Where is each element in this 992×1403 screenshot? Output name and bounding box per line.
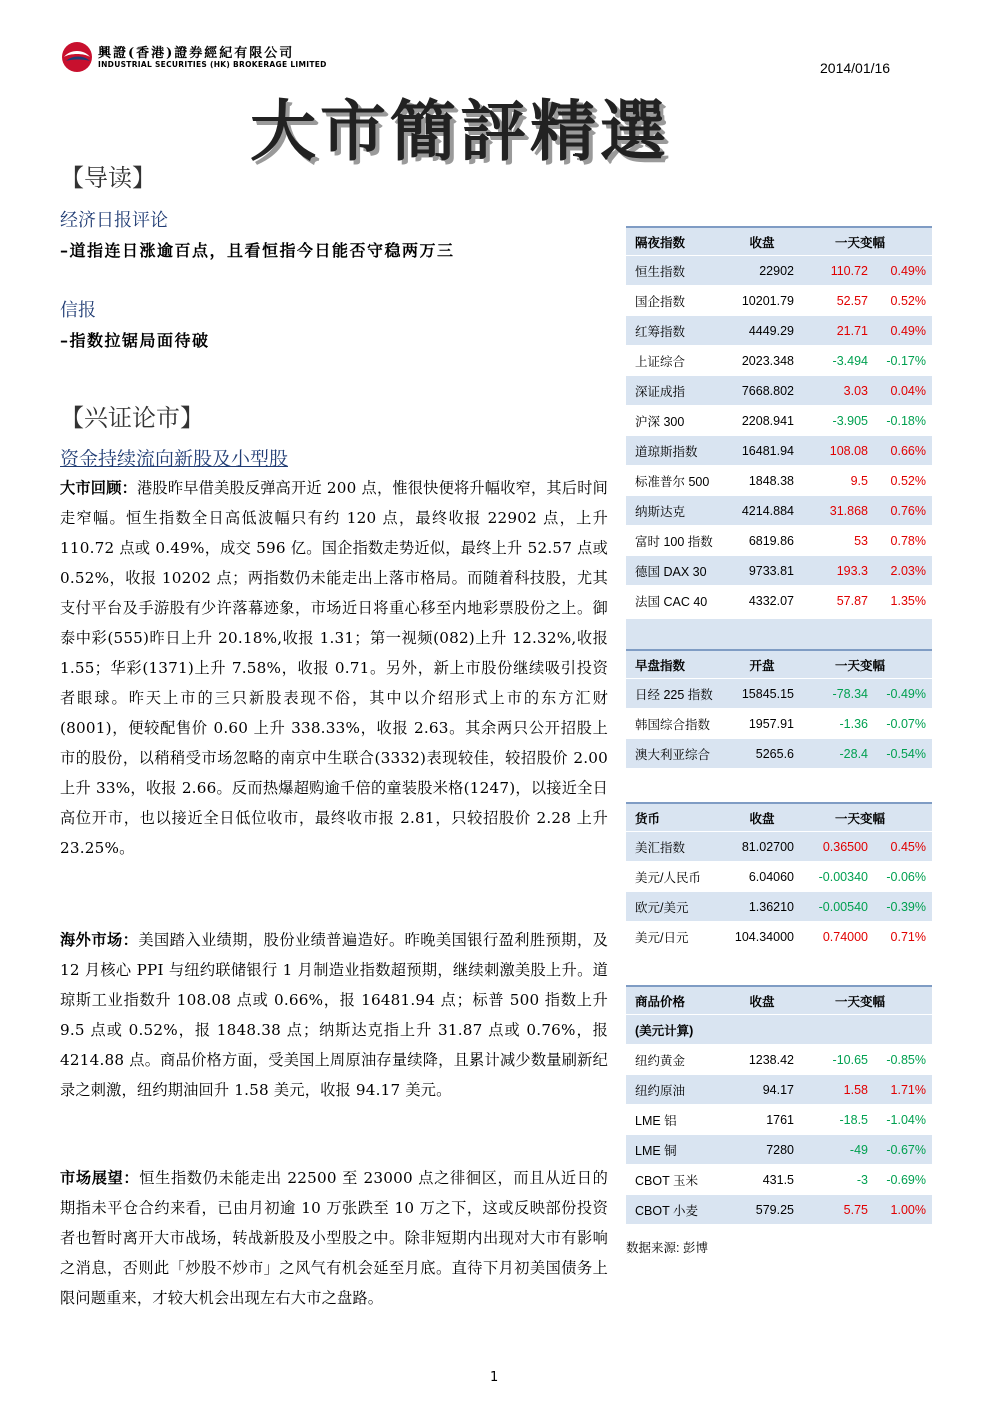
- header-cell: 一天变幅: [834, 658, 885, 673]
- row-change-pct: -0.67%: [886, 1142, 926, 1157]
- row-name: CBOT 小麦: [635, 1203, 698, 1218]
- table-header-row: [626, 802, 932, 832]
- table-row: [626, 286, 932, 316]
- outlook-paragraph: [60, 1163, 608, 1313]
- table-row: [626, 1045, 932, 1075]
- header-cell: 隔夜指数: [635, 235, 686, 250]
- row-change: 9.5: [850, 473, 868, 488]
- row-change-pct: 1.00%: [890, 1202, 926, 1217]
- row-close: 1848.38: [748, 473, 794, 488]
- subheader-cell: (美元计算): [635, 1023, 694, 1038]
- row-change: 57.87: [836, 593, 868, 608]
- row-change: -10.65: [832, 1052, 868, 1067]
- row-change: 193.3: [836, 563, 868, 578]
- row-change: 0.36500: [822, 839, 868, 854]
- row-close: 1761: [766, 1112, 794, 1127]
- paragraph-label: 大市回顾：: [60, 479, 138, 497]
- row-close: 6.04060: [748, 869, 794, 884]
- paragraph-text: 美国踏入业绩期，股份业绩普遍造好。昨晚美国银行盈利胜预期，及 12 月核心 PPI 与纽约联储银行 1 月制造业指数超预期，继续刺激美股上升。道琼斯工业指数升 108.08 点或 0.66%，报 16481.94 点；标普 500 指数上升 9.5 点或 0.52%，报 1848.38 点；纳斯达克指上升 31.87 点或 0.76%，报 4214.88 点。商品价格方面，受美国上周原油存量续降，且累计减少数量刷新纪录之刺激，纽约期油回升 1.58 美元，收报 94.17 美元。: [60, 931, 609, 1099]
- row-name: 标准普尔 500: [635, 474, 710, 489]
- row-close: 7668.802: [741, 383, 794, 398]
- table-header-row: [626, 226, 932, 256]
- row-close: 4332.07: [748, 593, 794, 608]
- table-row: [626, 256, 932, 286]
- market-review-paragraph: [60, 473, 608, 863]
- row-close: 81.02700: [741, 839, 794, 854]
- row-name: 美元/日元: [635, 930, 689, 945]
- row-change: 0.74000: [822, 929, 868, 944]
- table-subheader-row: [626, 1015, 932, 1045]
- row-close: 431.5: [762, 1172, 794, 1187]
- morning-index-table: [626, 649, 932, 769]
- guide-headline-1: –道指连日涨逾百点，且看恒指今日能否守稳两万三: [60, 241, 455, 260]
- row-name: 纽约黄金: [635, 1053, 686, 1068]
- row-close: 4214.884: [741, 503, 794, 518]
- paragraph-text: 恒生指数仍未能走出 22500 至 23000 点之徘徊区，而且从近日的期指未平仓合约来看，已由月初逾 10 万张跌至 10 万之下，这或反映部份投资者也暂时离开大市战场，转战新股及小型股之中。除非短期内出现对大市有影响之消息，否则此「炒股不炒市」之风气有机会延至月底。直待下月初美国债务上限问题重来，才较大机会出现左右大市之盘路。: [60, 1169, 609, 1307]
- row-change: 31.868: [829, 503, 868, 518]
- header-cell: 一天变幅: [834, 994, 885, 1009]
- page-title: 大市簡評精選: [250, 93, 670, 170]
- row-change-pct: 0.04%: [890, 383, 926, 398]
- row-change-pct: -0.07%: [886, 716, 926, 731]
- table-header-row: [626, 649, 932, 679]
- commentary-heading: 【兴证论市】: [60, 404, 204, 432]
- table-row: [626, 1165, 932, 1195]
- row-name: CBOT 玉米: [635, 1173, 698, 1188]
- table-row: [626, 436, 932, 466]
- row-close: 94.17: [762, 1082, 794, 1097]
- row-name: LME 铜: [635, 1143, 677, 1158]
- row-close: 5265.6: [755, 746, 794, 761]
- guide-headline-2: –指数拉锯局面待破: [60, 331, 210, 350]
- row-change: -78.34: [832, 686, 868, 701]
- row-change: -18.5: [839, 1112, 868, 1127]
- row-close: 2208.941: [741, 413, 794, 428]
- guide-heading: 【导读】: [60, 164, 156, 192]
- row-name: 上证综合: [635, 354, 686, 369]
- row-change-pct: 1.35%: [890, 593, 926, 608]
- row-name: 欧元/美元: [635, 900, 689, 915]
- row-name: 德国 DAX 30: [635, 564, 707, 579]
- row-change-pct: -0.18%: [886, 413, 926, 428]
- row-change-pct: -0.85%: [886, 1052, 926, 1067]
- header-cell: 一天变幅: [834, 811, 885, 826]
- header-cell: 收盘: [749, 994, 775, 1009]
- row-change: -3.905: [832, 413, 868, 428]
- table-header-row: [626, 985, 932, 1015]
- company-name-en: INDUSTRIAL SECURITIES (HK) BROKERAGE LIMITED: [98, 60, 327, 69]
- header-cell: 早盘指数: [635, 658, 686, 673]
- row-close: 2023.348: [741, 353, 794, 368]
- paragraph-label: 市场展望：: [60, 1169, 140, 1187]
- row-change: -1.36: [839, 716, 868, 731]
- row-change-pct: 0.49%: [890, 263, 926, 278]
- row-change-pct: 1.71%: [890, 1082, 926, 1097]
- row-close: 4449.29: [748, 323, 794, 338]
- table-row: [626, 406, 932, 436]
- header-cell: 商品价格: [635, 994, 686, 1009]
- table-row: [626, 376, 932, 406]
- paragraph-text: 港股昨早借美股反弹高开近 200 点，惟很快便将升幅收窄，其后时间走窄幅。恒生指数全日高低波幅只有约 120 点，最终收报 22902 点，上升 110.72 点或 0.49%，成交 596 亿。国企指数走势近似，最终上升 52.57 点或 0.52%，收报 10202 点；两指数仍未能走出上落市格局。而随着科技股，尤其支付平台及手游股有少许落幕迹象，市场近日将重心移至内地彩票股份之上。御泰中彩(555)昨日上升 20.18%,收报 1.31；第一视频(082)上升 12.32%,收报 1.55；华彩(1371)上升 7.58%，收报 0.71。另外，新上市股份继续吸引投资者眼球。昨天上市的三只新股表现不俗，其中以介绍形式上市的东方汇财(8001)，便较配售价 0.60 上升 338.33%，收报 2.63。其余两只公开招股上市的股份，以稍稍受市场忽略的南京中生联合(3332)表现较佳，较招股价 2.00 上升 33%，收报 2.66。反而热爆超购逾千倍的童装股米格(1247)，以接近全日高位开市，也以接近全日低位收市，最终收市报 2.81，只较招股价 2.28 上升 23.25%。: [60, 479, 609, 857]
- table-row: [626, 922, 932, 952]
- row-name: 恒生指数: [635, 264, 686, 279]
- table-row: [626, 1135, 932, 1165]
- row-close: 104.34000: [734, 929, 794, 944]
- row-name: 法国 CAC 40: [635, 594, 708, 609]
- row-close: 1238.42: [748, 1052, 794, 1067]
- row-name: 美元/人民币: [635, 870, 701, 885]
- row-change-pct: -0.69%: [886, 1172, 926, 1187]
- row-change-pct: 0.45%: [890, 839, 926, 854]
- row-name: 澳大利亚综合: [635, 747, 711, 762]
- row-name: 富时 100 指数: [635, 534, 713, 549]
- table-row: [626, 832, 932, 862]
- row-name: 日经 225 指数: [635, 687, 713, 702]
- row-close: 10201.79: [741, 293, 794, 308]
- row-change-pct: 0.49%: [890, 323, 926, 338]
- row-close: 1.36210: [748, 899, 794, 914]
- table-row: [626, 526, 932, 556]
- logo-mark-icon: [60, 40, 94, 74]
- row-name: LME 铝: [635, 1113, 677, 1128]
- row-change-pct: 0.78%: [890, 533, 926, 548]
- row-change: 21.71: [836, 323, 868, 338]
- commodity-table: [626, 985, 932, 1225]
- currency-table: [626, 802, 932, 952]
- report-date: 2014/01/16: [820, 60, 891, 76]
- overseas-market-paragraph: [60, 925, 608, 1105]
- company-name-cn: 興證(香港)證券經紀有限公司: [98, 46, 295, 61]
- data-source-note: 数据来源: 彭博: [626, 1241, 708, 1255]
- table-row: [626, 1075, 932, 1105]
- row-change: -49: [849, 1142, 868, 1157]
- article-title: 资金持续流向新股及小型股: [60, 448, 289, 470]
- row-change: 5.75: [843, 1202, 868, 1217]
- row-change: 1.58: [843, 1082, 868, 1097]
- table-spacer: [626, 619, 932, 649]
- table-row: [626, 1195, 932, 1225]
- header-cell: 货币: [635, 811, 661, 826]
- guide-source-1: 经济日报评论: [60, 210, 168, 231]
- row-name: 美汇指数: [635, 840, 686, 855]
- row-change-pct: -1.04%: [886, 1112, 926, 1127]
- row-change-pct: 0.71%: [890, 929, 926, 944]
- row-change: -28.4: [839, 746, 868, 761]
- table-row: [626, 496, 932, 526]
- row-change-pct: -0.54%: [886, 746, 926, 761]
- page-number: 1: [490, 1370, 499, 1385]
- row-change-pct: -0.17%: [886, 353, 926, 368]
- row-close: 7280: [766, 1142, 794, 1157]
- row-name: 沪深 300: [635, 414, 685, 429]
- row-change: -3.494: [832, 353, 868, 368]
- table-row: [626, 739, 932, 769]
- row-change: 52.57: [836, 293, 868, 308]
- row-change-pct: -0.39%: [886, 899, 926, 914]
- row-close: 6819.86: [748, 533, 794, 548]
- row-change: -3: [856, 1172, 868, 1187]
- table-row: [626, 346, 932, 376]
- table-row: [626, 709, 932, 739]
- row-name: 道琼斯指数: [635, 444, 698, 459]
- row-change-pct: 0.52%: [890, 473, 926, 488]
- header-cell: 一天变幅: [834, 235, 885, 250]
- row-change-pct: 0.66%: [890, 443, 926, 458]
- row-change: -0.00540: [818, 899, 868, 914]
- row-change: 3.03: [843, 383, 868, 398]
- table-row: [626, 679, 932, 709]
- table-row: [626, 586, 932, 616]
- overnight-index-table: [626, 226, 932, 616]
- table-row: [626, 316, 932, 346]
- row-change-pct: -0.49%: [886, 686, 926, 701]
- row-name: 纳斯达克: [635, 504, 686, 519]
- row-change: -0.00340: [818, 869, 868, 884]
- row-close: 22902: [759, 263, 794, 278]
- row-name: 深证成指: [635, 384, 686, 399]
- row-change-pct: -0.06%: [886, 869, 926, 884]
- table-row: [626, 556, 932, 586]
- row-close: 16481.94: [741, 443, 794, 458]
- row-change: 110.72: [830, 263, 868, 278]
- paragraph-label: 海外市场：: [60, 931, 139, 949]
- row-close: 579.25: [755, 1202, 794, 1217]
- guide-source-2: 信报: [60, 300, 96, 321]
- table-row: [626, 892, 932, 922]
- row-change: 108.08: [829, 443, 868, 458]
- row-change-pct: 0.52%: [890, 293, 926, 308]
- row-change-pct: 2.03%: [890, 563, 926, 578]
- row-name: 纽约原油: [635, 1083, 686, 1098]
- row-close: 9733.81: [748, 563, 794, 578]
- table-row: [626, 466, 932, 496]
- row-change: 53: [854, 533, 868, 548]
- header-cell: 开盘: [749, 658, 775, 673]
- row-close: 15845.15: [741, 686, 794, 701]
- row-name: 韩国综合指数: [635, 717, 711, 732]
- table-row: [626, 862, 932, 892]
- row-change-pct: 0.76%: [890, 503, 926, 518]
- row-name: 国企指数: [635, 294, 686, 309]
- table-row: [626, 1105, 932, 1135]
- row-close: 1957.91: [748, 716, 794, 731]
- header-cell: 收盘: [749, 235, 775, 250]
- header-cell: 收盘: [749, 811, 775, 826]
- row-name: 红筹指数: [635, 324, 686, 339]
